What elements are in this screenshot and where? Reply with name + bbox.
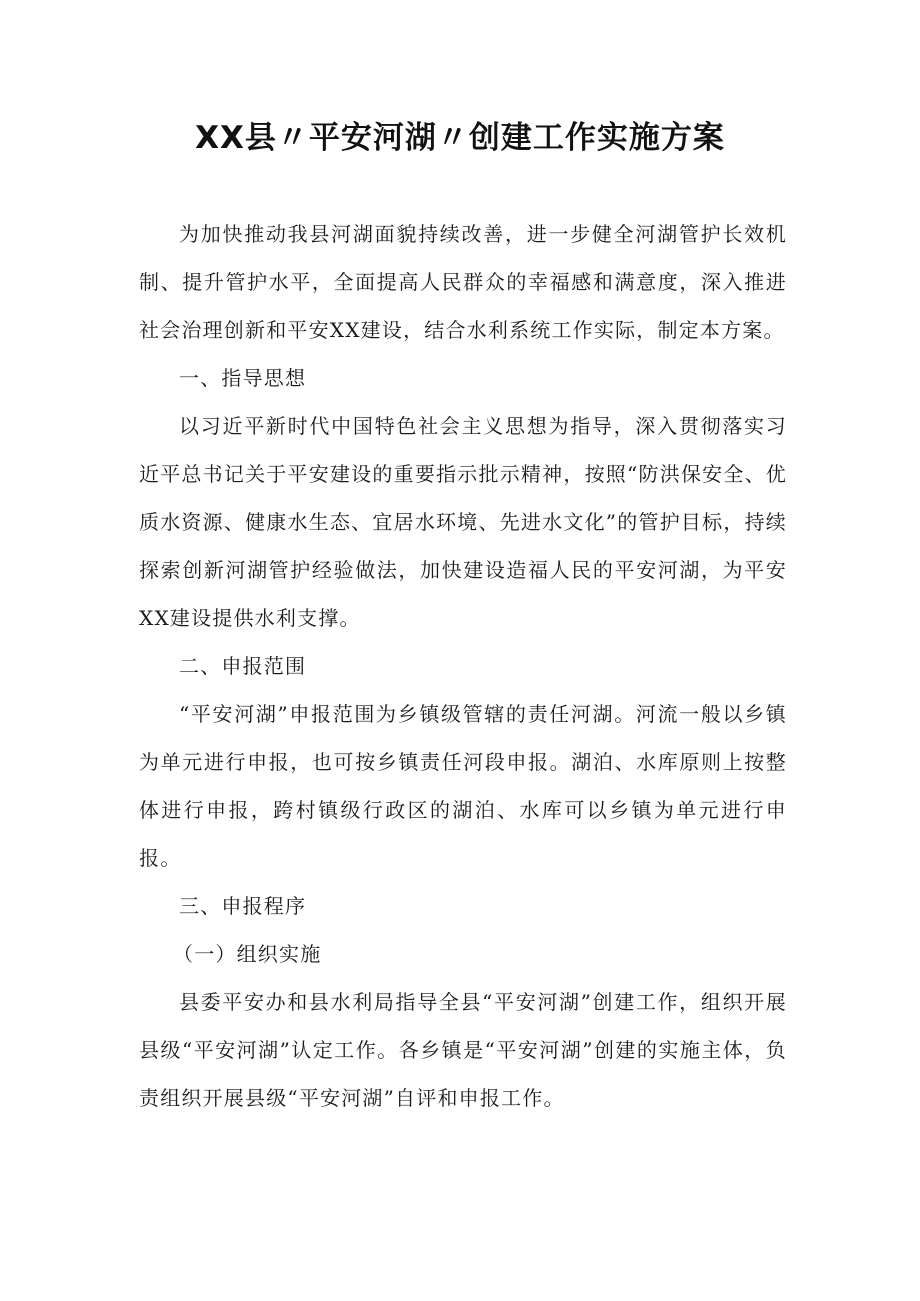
document-title: XX县〃平安河湖〃创建工作实施方案 (195, 120, 725, 156)
application-scope-paragraph: “平安河湖”申报范围为乡镇级管辖的责任河湖。河流一般以乡镇为单元进行申报，也可按乡镇责任河段申报。湖泊、水库原则上按整体进行申报，跨村镇级行政区的湖泊、水库可以乡镇为单元进行申报。 (139, 702, 787, 870)
organization-paragraph: 县委平安办和县水利局指导全县“平安河湖”创建工作，组织开展县级“平安河湖”认定工作。各乡镇是“平安河湖”创建的实施主体，负责组织开展县级“平安河湖”自评和申报工作。 (139, 990, 787, 1110)
guiding-ideology-paragraph: 以习近平新时代中国特色社会主义思想为指导，深入贯彻落实习近平总书记关于平安建设的重要指示批示精神，按照“防洪保安全、优质水资源、健康水生态、宜居水环境、先进水文化”的管护目标，持续探索创新河湖管护经验做法，加快建设造福人民的平安河湖，为平安XX建设提供水利支撑。 (139, 414, 787, 630)
section-heading-application-procedure: 三、申报程序 (179, 894, 307, 918)
subsection-heading-organization: （一）组织实施 (173, 942, 322, 966)
intro-paragraph: 为加快推动我县河湖面貌持续改善，进一步健全河湖管护长效机制、提升管护水平，全面提高人民群众的幸福感和满意度，深入推进社会治理创新和平安XX建设，结合水利系统工作实际，制定本方案。 (139, 222, 787, 342)
section-heading-guiding-ideology: 一、指导思想 (179, 366, 307, 390)
section-heading-application-scope: 二、申报范围 (179, 654, 307, 678)
document-body (139, 210, 787, 1122)
